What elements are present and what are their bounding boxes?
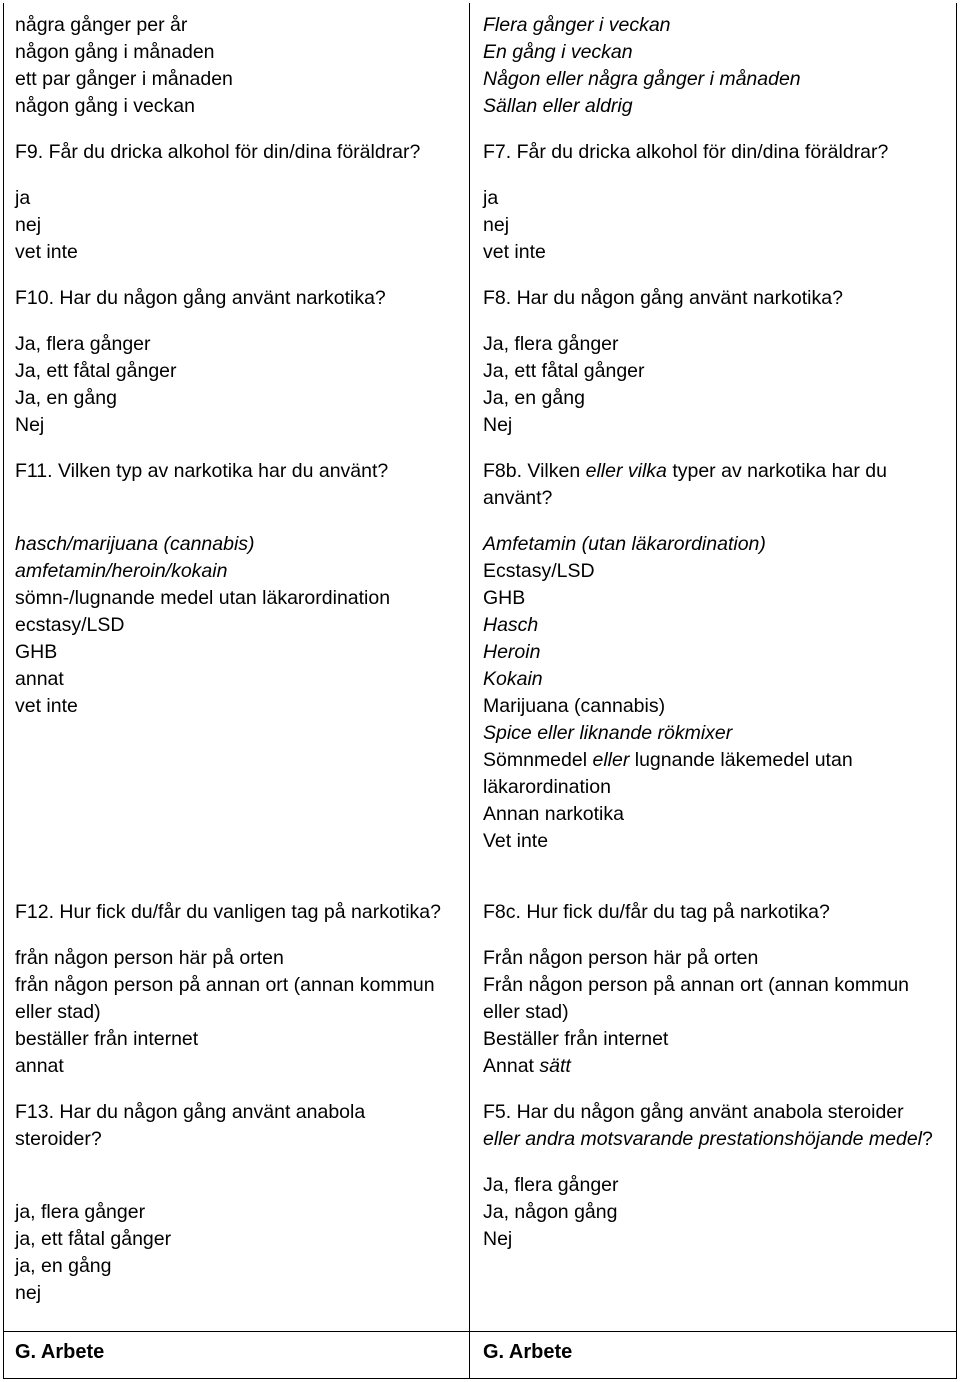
answer-option: nej <box>483 214 510 236</box>
section-heading-left: G. Arbete <box>15 1341 105 1363</box>
answer-option: GHB <box>15 641 58 663</box>
answer-option: vet inte <box>483 241 546 263</box>
answer-option: Ja, flera gånger <box>483 333 619 355</box>
table-border-right <box>956 3 957 1379</box>
answer-option: Ja, flera gånger <box>483 1174 619 1196</box>
question-f12: F12. Hur fick du/får du vanligen tag på narkotika? <box>15 901 441 923</box>
answer-option: ja, en gång <box>15 1255 112 1277</box>
question-f11: F11. Vilken typ av narkotika har du använt? <box>15 460 389 482</box>
answer-option: ja, ett fåtal gånger <box>15 1228 172 1250</box>
answer-option: Vet inte <box>483 830 549 852</box>
intro-option: någon gång i månaden <box>15 41 215 63</box>
answer-option: Ja, någon gång <box>483 1201 618 1223</box>
answer-option: Nej <box>483 1228 513 1250</box>
answer-option: Kokain <box>483 668 543 690</box>
answer-option: nej <box>15 1282 42 1304</box>
answer-option: ja <box>15 187 31 209</box>
intro-option: någon gång i veckan <box>15 95 195 117</box>
answer-option: Hasch <box>483 614 539 636</box>
intro-option: ett par gånger i månaden <box>15 68 233 90</box>
question-f13: F13. Har du någon gång använt anabola steroider? <box>15 1101 366 1150</box>
answer-option: annat <box>15 668 64 690</box>
answer-option: vet inte <box>15 695 78 717</box>
intro-option: En gång i veckan <box>483 41 633 63</box>
answer-option: Annat sätt <box>483 1055 571 1077</box>
intro-option: Sällan eller aldrig <box>483 95 633 117</box>
answer-option: ja <box>483 187 499 209</box>
question-f5: F5. Har du någon gång använt anabola steroider eller andra motsvarande prestationshöjande medel? <box>483 1101 933 1150</box>
answer-option: Från någon person här på orten <box>483 947 759 969</box>
answer-option: ecstasy/LSD <box>15 614 125 636</box>
answer-option: amfetamin/heroin/kokain <box>15 560 228 582</box>
answer-option: sömn-/lugnande medel utan läkarordination <box>15 587 391 609</box>
answer-option: GHB <box>483 587 526 609</box>
answer-option: annat <box>15 1055 64 1077</box>
answer-option: Beställer från internet <box>483 1028 669 1050</box>
answer-option: Ja, ett fåtal gånger <box>483 360 645 382</box>
intro-option: Flera gånger i veckan <box>483 14 671 36</box>
answer-option: Marijuana (cannabis) <box>483 695 666 717</box>
table-border-left <box>3 3 4 1379</box>
answer-option: hasch/marijuana (cannabis) <box>15 533 255 555</box>
section-heading-right: G. Arbete <box>483 1341 573 1363</box>
answer-option: ja, flera gånger <box>15 1201 146 1223</box>
answer-option: Nej <box>15 414 45 436</box>
answer-option: Nej <box>483 414 513 436</box>
question-f7: F7. Får du dricka alkohol för din/dina föräldrar? <box>483 141 889 163</box>
right-column <box>483 12 938 855</box>
answer-option: vet inte <box>15 241 78 263</box>
table-row-divider <box>3 1331 957 1332</box>
question-f10: F10. Har du någon gång använt narkotika? <box>15 287 386 309</box>
question-f8: F8. Har du någon gång använt narkotika? <box>483 287 843 309</box>
question-f8c: F8c. Hur fick du/får du tag på narkotika? <box>483 901 830 923</box>
question-f9: F9. Får du dricka alkohol för din/dina föräldrar? <box>15 141 421 163</box>
answer-option: från någon person här på orten <box>15 947 284 969</box>
table-border-bottom <box>3 1378 957 1379</box>
answer-option: Ja, flera gånger <box>15 333 151 355</box>
table-column-divider <box>469 3 470 1379</box>
answer-option: Spice eller liknande rökmixer <box>483 722 733 744</box>
answer-option: Ecstasy/LSD <box>483 560 595 582</box>
answer-option: Amfetamin (utan läkarordination) <box>483 533 766 555</box>
answer-option: Ja, ett fåtal gånger <box>15 360 177 382</box>
answer-option: Sömnmedel eller lugnande läkemedel utan läkarordination <box>483 749 853 798</box>
answer-option: Ja, en gång <box>483 387 585 409</box>
answer-option: Heroin <box>483 641 541 663</box>
intro-option: Någon eller några gånger i månaden <box>483 68 801 90</box>
left-column-lower <box>15 899 460 1307</box>
answer-option: beställer från internet <box>15 1028 199 1050</box>
question-f8b: F8b. Vilken eller vilka typer av narkotika har du använt? <box>483 460 887 509</box>
intro-option: några gånger per år <box>15 14 188 36</box>
answer-option: nej <box>15 214 42 236</box>
answer-option: Från någon person på annan ort (annan kommun eller stad) <box>483 974 910 1023</box>
answer-option: från någon person på annan ort (annan kommun eller stad) <box>15 974 435 1023</box>
right-column-lower <box>483 899 938 1253</box>
answer-option: Ja, en gång <box>15 387 117 409</box>
left-column <box>15 12 460 720</box>
answer-option: Annan narkotika <box>483 803 624 825</box>
